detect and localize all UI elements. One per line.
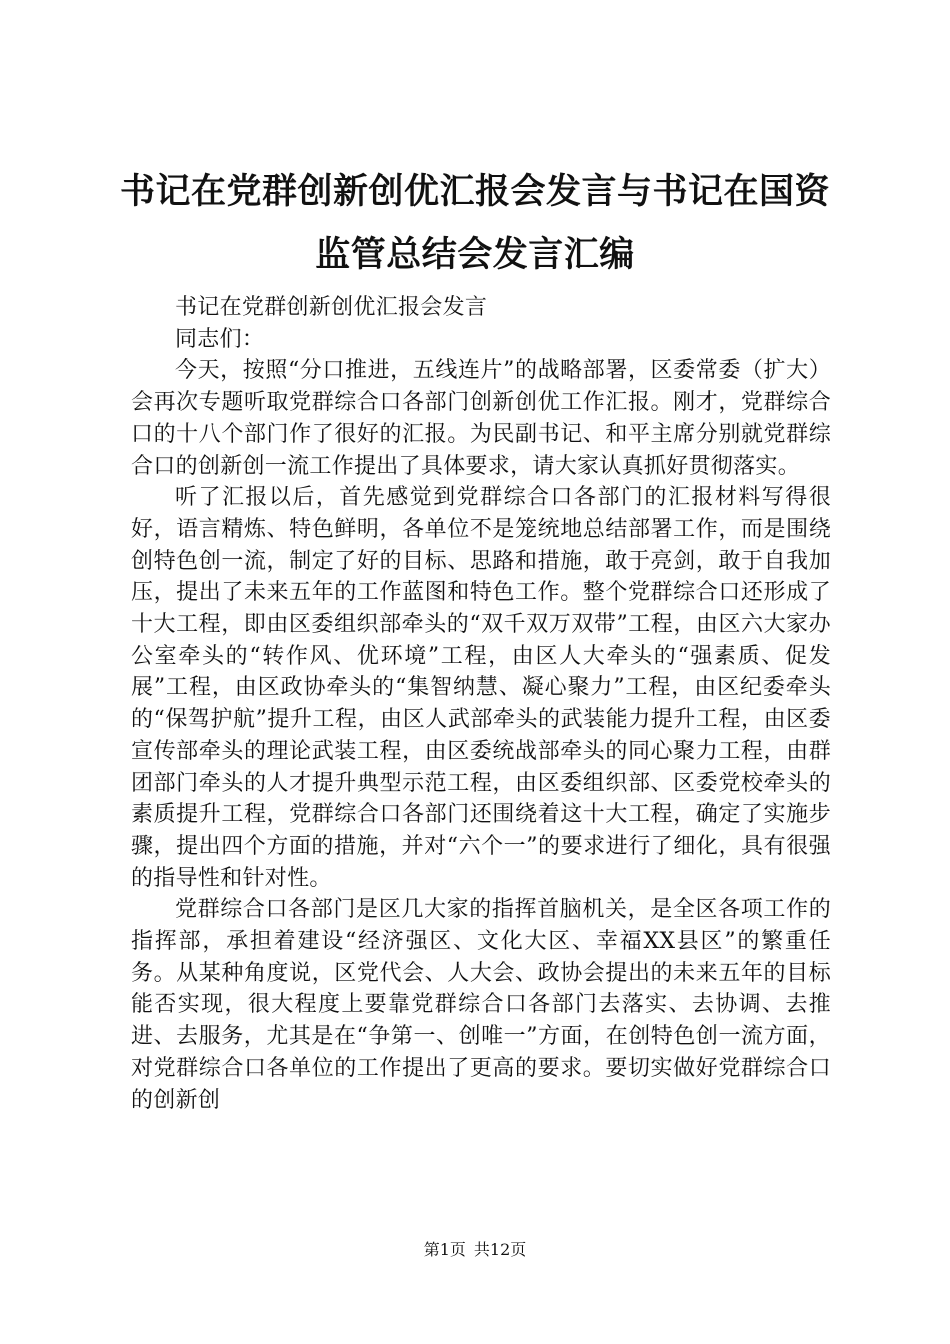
document-title: 书记在党群创新创优汇报会发言与书记在国资监管总结会发言汇编	[119, 171, 830, 275]
page-total: 共12页	[473, 1240, 527, 1259]
paragraph: 听了汇报以后，首先感觉到党群综合口各部门的汇报材料写得很好，语言精炼、特色鲜明，各单位不是笼统地总结部署工作，而是围绕创特色创一流，制定了好的目标、思路和措施，敢于亮剑，敢于自我加压，提出了未来五年的工作蓝图和特色工作。整个党群综合口还形成了十大工程，即由区委组织部牵头的“双千双万双带”工程，由区六大家办公室牵头的“转作风、优环境”工程，由区人大牵头的“强素质、促发展”工程，由区政协牵头的“集智纳慧、凝心聚力”工程，由区纪委牵头的“保驾护航”提升工程，由区人武部牵头的武装能力提升工程，由区委宣传部牵头的理论武装工程，由区委统战部牵头的同心聚力工程，由群团部门牵头的人才提升典型示范工程，由区委组织部、区委党校牵头的素质提升工程，党群综合口各部门还围绕着这十大工程，确定了实施步骤，提出四个方面的措施，并对“六个一”的要求进行了细化，具有很强的指导性和针对性。	[131, 485, 831, 891]
page-footer	[0, 1240, 950, 1260]
section-heading: 书记在党群创新创优汇报会发言	[175, 295, 488, 320]
page-number: 第1页	[423, 1240, 466, 1259]
salutation: 同志们：	[175, 326, 265, 352]
document-body	[131, 292, 831, 1116]
paragraph: 党群综合口各部门是区几大家的指挥首脑机关，是全区各项工作的指挥部，承担着建设“经济强区、文化大区、幸福XX县区”的繁重任务。从某种角度说，区党代会、人大会、政协会提出的未来五年的目标能否实现，很大程度上要靠党群综合口各部门去落实、去协调、去推进、去服务，尤其是在“争第一、创唯一”方面，在创特色创一流方面，对党群综合口各单位的工作提出了更高的要求。要切实做好党群综合口的创新创	[131, 897, 831, 1113]
paragraph: 今天，按照“分口推进，五线连片”的战略部署，区委常委（扩大）会再次专题听取党群综合口各部门创新创优工作汇报。刚才，党群综合口的十八个部门作了很好的汇报。为民副书记、和平主席分别就党群综合口的创新创一流工作提出了具体要求，请大家认真抓好贯彻落实。	[131, 358, 831, 479]
